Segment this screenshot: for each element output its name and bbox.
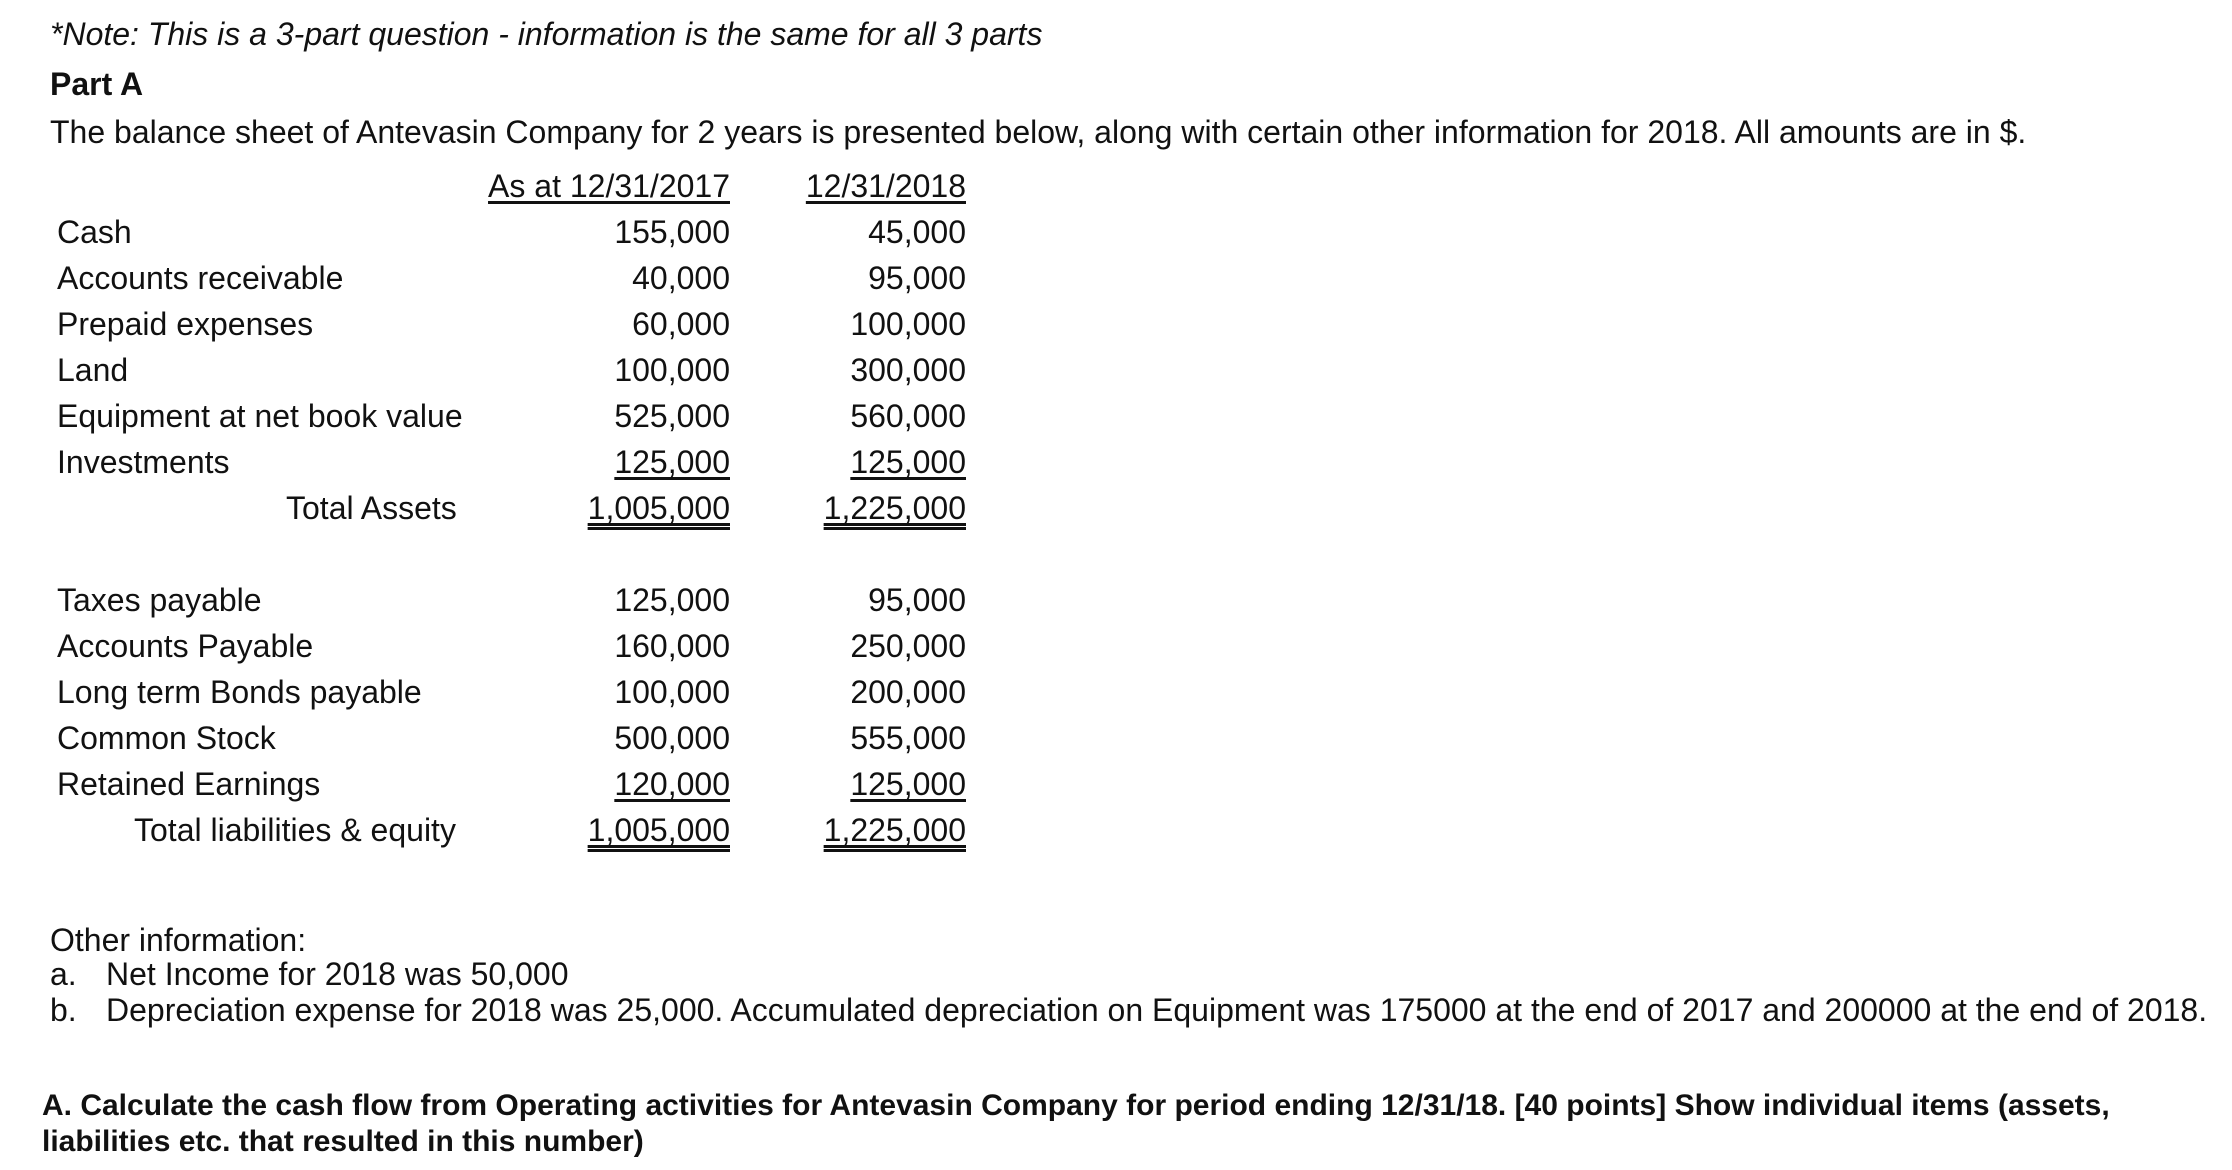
value-2017: 155,000 <box>614 214 730 250</box>
table-row <box>50 628 966 672</box>
value-2017: 500,000 <box>614 720 730 756</box>
row-label: Long term Bonds payable <box>57 674 422 710</box>
value-2017: 160,000 <box>614 628 730 664</box>
row-label: Cash <box>57 214 132 250</box>
value-2018: 100,000 <box>850 306 966 342</box>
row-label: Common Stock <box>57 720 276 756</box>
value-2018: 125,000 <box>850 444 966 480</box>
table-row <box>50 674 966 718</box>
value-2017: 125,000 <box>614 582 730 618</box>
table-row <box>50 766 966 810</box>
question-a: A. Calculate the cash flow from Operating activities for Antevasin Company for period ending 12/31/18. [40 points] Show individual items (assets, liabilities etc. that resulted in this number) <box>42 1089 2110 1158</box>
part-title: Part A <box>50 66 144 102</box>
value-2017: 60,000 <box>632 306 730 342</box>
row-label: Land <box>57 352 129 388</box>
total-liabilities-row <box>50 812 966 856</box>
table-row <box>50 260 966 304</box>
table-row <box>50 720 966 764</box>
total-assets-2018: 1,225,000 <box>823 490 966 526</box>
other-info-title: Other information: <box>50 922 307 958</box>
list-marker: b. <box>50 992 77 1028</box>
intro-paragraph: The balance sheet of Antevasin Company for 2 years is presented below, along with certain other information for 2018. All amounts are in $. <box>50 114 2027 150</box>
table-row <box>50 398 966 442</box>
total-liabilities-2018: 1,225,000 <box>823 812 966 848</box>
total-assets-row <box>50 490 966 534</box>
value-2018: 125,000 <box>850 766 966 802</box>
value-2018: 555,000 <box>850 720 966 756</box>
table-row <box>50 582 966 626</box>
column-header-2017: As at 12/31/2017 <box>488 168 730 204</box>
value-2017: 525,000 <box>614 398 730 434</box>
value-2018: 95,000 <box>868 582 966 618</box>
value-2017: 100,000 <box>614 352 730 388</box>
value-2017: 40,000 <box>632 260 730 296</box>
question-note: *Note: This is a 3-part question - information is the same for all 3 parts <box>50 16 1043 52</box>
value-2018: 95,000 <box>868 260 966 296</box>
row-label: Equipment at net book value <box>57 398 463 434</box>
table-header-row <box>50 168 966 212</box>
total-liabilities-label: Total liabilities & equity <box>134 812 456 848</box>
table-row <box>50 444 966 488</box>
value-2018: 300,000 <box>850 352 966 388</box>
list-text: Net Income for 2018 was 50,000 <box>106 956 569 992</box>
value-2018: 250,000 <box>850 628 966 664</box>
value-2018: 45,000 <box>868 214 966 250</box>
row-label: Taxes payable <box>57 582 262 618</box>
table-row <box>50 214 966 258</box>
list-text: Depreciation expense for 2018 was 25,000. Accumulated depreciation on Equipment was 175000 at the end of 2017 and 200000 at the end of 2018. <box>106 992 2208 1028</box>
value-2017: 100,000 <box>614 674 730 710</box>
table-row <box>50 352 966 396</box>
row-label: Retained Earnings <box>57 766 321 802</box>
row-label: Investments <box>57 444 230 480</box>
total-liabilities-2017: 1,005,000 <box>587 812 730 848</box>
value-2018: 560,000 <box>850 398 966 434</box>
column-header-2018: 12/31/2018 <box>805 168 966 204</box>
row-label: Prepaid expenses <box>57 306 314 342</box>
row-label: Accounts Payable <box>57 628 314 664</box>
value-2017: 125,000 <box>614 444 730 480</box>
table-row <box>50 306 966 350</box>
total-assets-2017: 1,005,000 <box>587 490 730 526</box>
value-2017: 120,000 <box>614 766 730 802</box>
list-marker: a. <box>50 956 77 992</box>
total-assets-label: Total Assets <box>286 490 457 526</box>
value-2018: 200,000 <box>850 674 966 710</box>
row-label: Accounts receivable <box>57 260 344 296</box>
